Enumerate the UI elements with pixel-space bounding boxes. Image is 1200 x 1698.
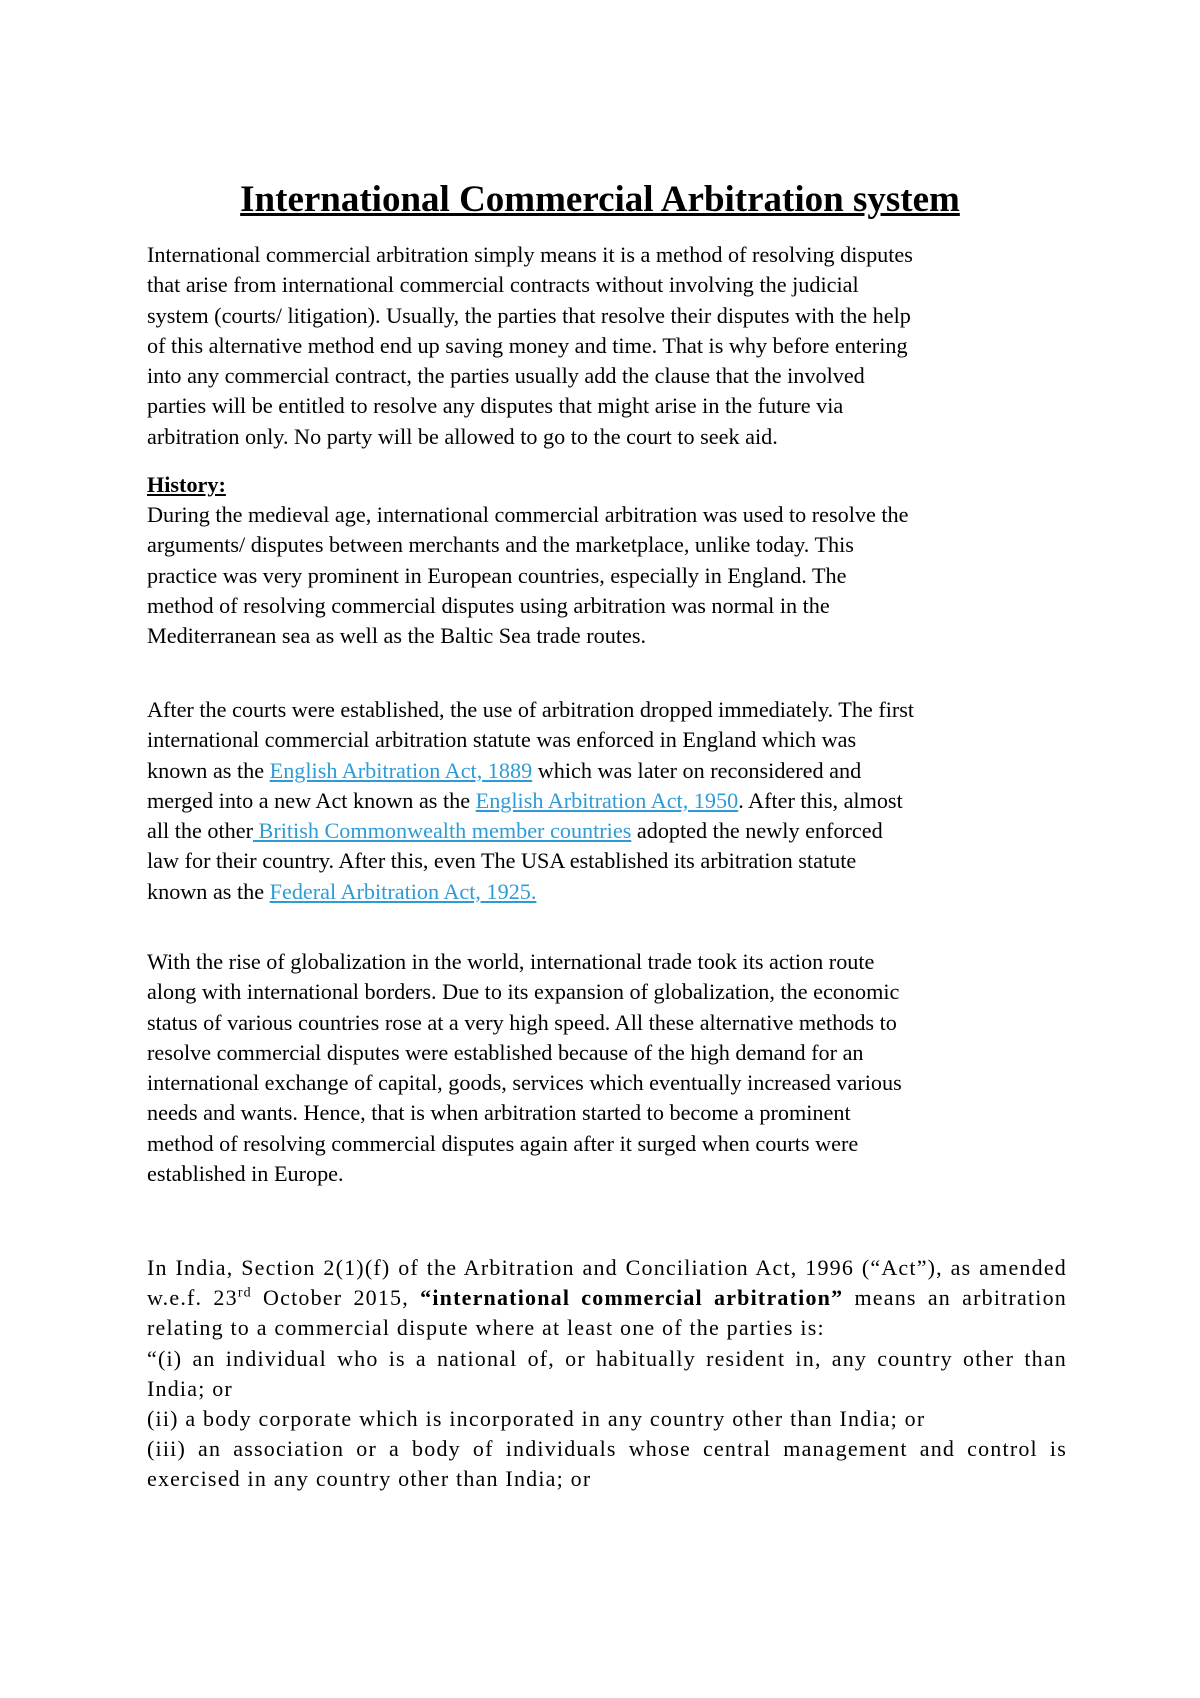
text-line: resolve commercial disputes were established because of the high demand for an: [147, 1039, 864, 1065]
text-line: system (courts/ litigation). Usually, the parties that resolve their disputes with the help: [147, 302, 911, 328]
text-line: During the medieval age, international commercial arbitration was used to resolve the: [147, 502, 909, 527]
text-line: After the courts were established, the use of arbitration dropped immediately. The first: [147, 697, 915, 722]
text-line: arguments/ disputes between merchants and the marketplace, unlike today. This: [147, 532, 854, 558]
defined-term: “international commercial arbitration”: [420, 1285, 844, 1311]
text-line: parties will be entitled to resolve any disputes that might arise in the future via: [147, 393, 844, 419]
text-segment: means an arbitration relating to a commercial dispute where at least one of the parties is:: [147, 1285, 1067, 1341]
english-arbitration-act-1889-link[interactable]: English Arbitration Act, 1889: [269, 757, 533, 783]
history-paragraph-1: [147, 500, 1067, 651]
text-line: [147, 786, 1067, 816]
text-line: of this alternative method end up saving money and time. That is why before entering: [147, 332, 908, 358]
text-segment: merged into a new Act known as the: [147, 787, 476, 813]
definition-text: [147, 1253, 1067, 1344]
text-line: With the rise of globalization in the world, international trade took its action route: [147, 949, 875, 974]
text-line: method of resolving commercial disputes using arbitration was normal in the: [147, 592, 830, 618]
text-line: arbitration only. No party will be allowed to go to the court to seek aid.: [147, 423, 778, 449]
text-line: that arise from international commercial contracts without involving the judicial: [147, 272, 859, 298]
text-segment: . After this, almost: [738, 787, 903, 813]
text-segment: In India, Section 2(1)(f) of the Arbitration and Conciliation Act, 1996 (“Act”), as amended w.e.f. 23: [147, 1255, 1067, 1311]
text-line: [147, 877, 1067, 907]
text-segment: known as the: [147, 878, 270, 904]
list-item-i: “(i) an individual who is a national of, or habitually resident in, any country other than India; or: [147, 1345, 1067, 1401]
text-line: along with international borders. Due to its expansion of globalization, the economic: [147, 979, 900, 1005]
text-line: International commercial arbitration simply means it is a method of resolving disputes: [147, 242, 913, 267]
text-line: [147, 816, 1067, 846]
text-line: [147, 756, 1067, 786]
globalization-paragraph: [147, 947, 1067, 1189]
text-segment: October 2015,: [251, 1285, 421, 1311]
english-arbitration-act-1950-link[interactable]: English Arbitration Act, 1950: [475, 787, 739, 813]
text-line: status of various countries rose at a very high speed. All these alternative methods to: [147, 1009, 897, 1035]
text-segment: known as the: [147, 757, 270, 783]
text-line: law for their country. After this, even The USA established its arbitration statute: [147, 848, 857, 874]
text-line: method of resolving commercial disputes again after it surged when courts were: [147, 1130, 859, 1156]
text-line: needs and wants. Hence, that is when arbitration started to become a prominent: [147, 1100, 851, 1126]
intro-paragraph: [147, 240, 1067, 452]
text-line: practice was very prominent in European countries, especially in England. The: [147, 562, 847, 588]
text-segment: all the other: [147, 818, 253, 844]
history-heading: History:: [147, 472, 226, 497]
page-title: International Commercial Arbitration system: [240, 179, 960, 220]
british-commonwealth-link[interactable]: British Commonwealth member countries: [252, 818, 632, 844]
text-line: into any commercial contract, the parties usually add the clause that the involved: [147, 363, 865, 389]
history-paragraph-2: [147, 695, 1067, 907]
text-line: international commercial arbitration statute was enforced in England which was: [147, 727, 857, 753]
list-item-ii: (ii) a body corporate which is incorporated in any country other than India; or: [147, 1406, 926, 1432]
text-segment: which was later on reconsidered and: [532, 757, 862, 783]
text-line: international exchange of capital, goods, services which eventually increased various: [147, 1070, 902, 1096]
list-item-iii: (iii) an association or a body of individuals whose central management and control is exercised in any country other than India; or: [147, 1436, 1067, 1492]
superscript: rd: [237, 1285, 252, 1301]
federal-arbitration-act-link[interactable]: Federal Arbitration Act, 1925.: [269, 878, 537, 904]
text-line: established in Europe.: [147, 1161, 344, 1187]
text-segment: adopted the newly enforced: [631, 818, 883, 844]
india-definition: [147, 1253, 1067, 1495]
text-line: Mediterranean sea as well as the Baltic Sea trade routes.: [147, 623, 647, 649]
